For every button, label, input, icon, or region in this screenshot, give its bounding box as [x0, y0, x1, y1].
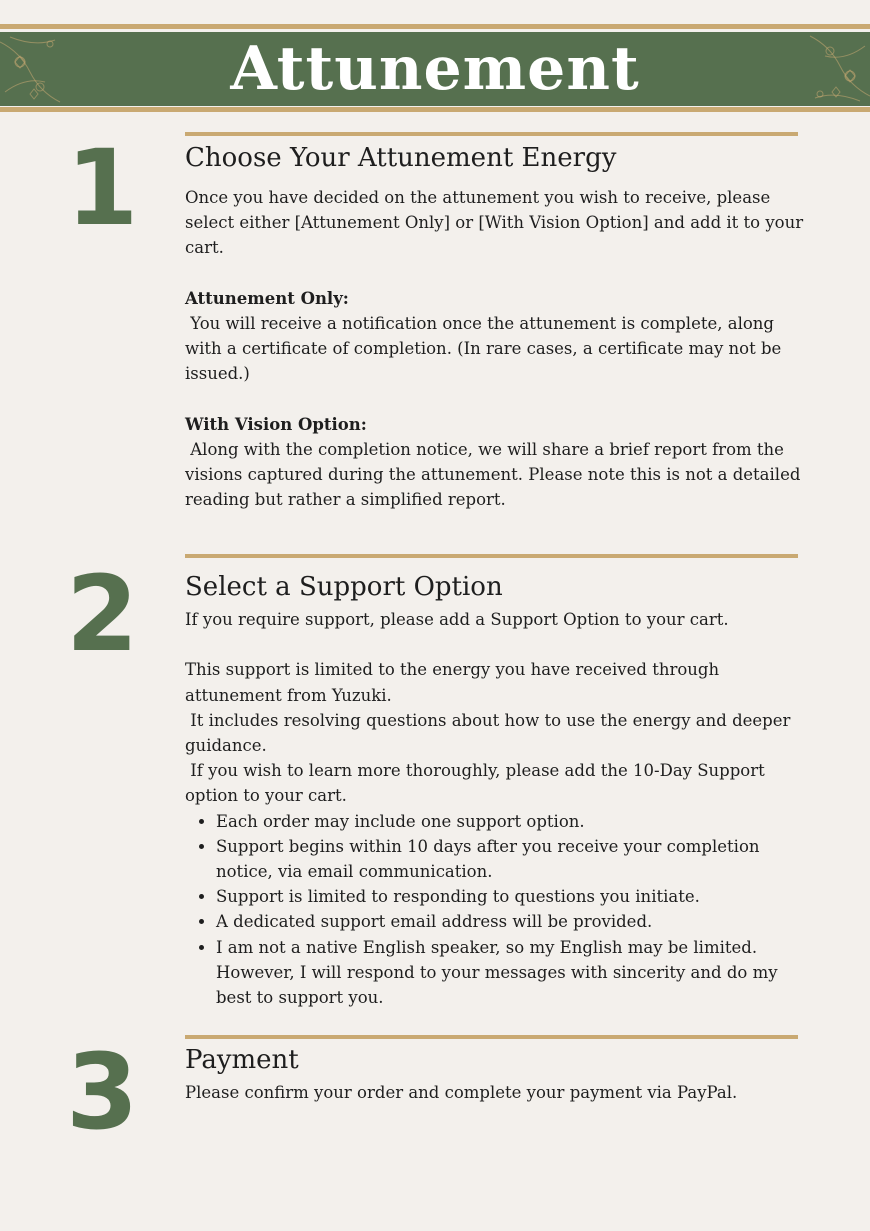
section-2-divider	[185, 554, 798, 558]
list-item: • A dedicated support email address will be provided.	[216, 909, 805, 934]
vision-option-text: Along with the completion notice, we will share a brief report from the visions captured during the attunement. Please note this is not a detailed reading but rather a simplified report.	[185, 440, 806, 510]
step-number-1: 1	[66, 127, 139, 249]
section-1-intro: Once you have decided on the attunement you wish to receive, please select either [Attunement Only] or [With Vision Option] and add it to your cart.	[185, 188, 804, 258]
page-title: Attunement	[230, 34, 640, 104]
list-item: • Support is limited to responding to questions you initiate.	[216, 884, 805, 909]
vision-option-label: With Vision Option:	[185, 414, 367, 434]
step-number-3: 3	[66, 1031, 139, 1153]
attunement-only-text: You will receive a notification once the attunement is complete, along with a certificate of completion. (In rare cases, a certificate may not be issued.)	[185, 314, 787, 384]
section-1-title: Choose Your Attunement Energy	[185, 143, 617, 173]
section-2-title: Select a Support Option	[185, 572, 503, 602]
list-item: • I am not a native English speaker, so my English may be limited. However, I will respond to your messages with sincerity and do my best to support you.	[216, 935, 805, 1011]
list-item: • Support begins within 10 days after you receive your completion notice, via email communication.	[216, 834, 805, 884]
section-3-divider	[185, 1035, 798, 1039]
section-payment	[185, 1043, 805, 1105]
list-item: • Each order may include one support option.	[216, 809, 805, 834]
banner-top-border	[0, 24, 870, 29]
section-3-title: Payment	[185, 1045, 299, 1075]
step-number-2: 2	[66, 553, 139, 675]
support-includes-text: It includes resolving questions about how to use the energy and deeper guidance.	[185, 710, 796, 755]
support-scope-text: This support is limited to the energy you have received through attunement from Yuzuki.	[185, 660, 720, 705]
section-2-intro: If you require support, please add a Support Option to your cart.	[185, 610, 729, 629]
attunement-only-label: Attunement Only:	[185, 288, 349, 308]
support-conditions-list	[185, 809, 805, 1011]
banner-bottom-border	[0, 107, 870, 112]
section-support-option	[185, 570, 805, 1010]
section-choose-energy	[185, 141, 805, 513]
payment-text: Please confirm your order and complete your payment via PayPal.	[185, 1083, 738, 1102]
title-banner	[0, 32, 870, 106]
section-1-divider	[185, 132, 798, 136]
support-10day-text: If you wish to learn more thoroughly, please add the 10-Day Support option to your cart.	[185, 761, 770, 806]
